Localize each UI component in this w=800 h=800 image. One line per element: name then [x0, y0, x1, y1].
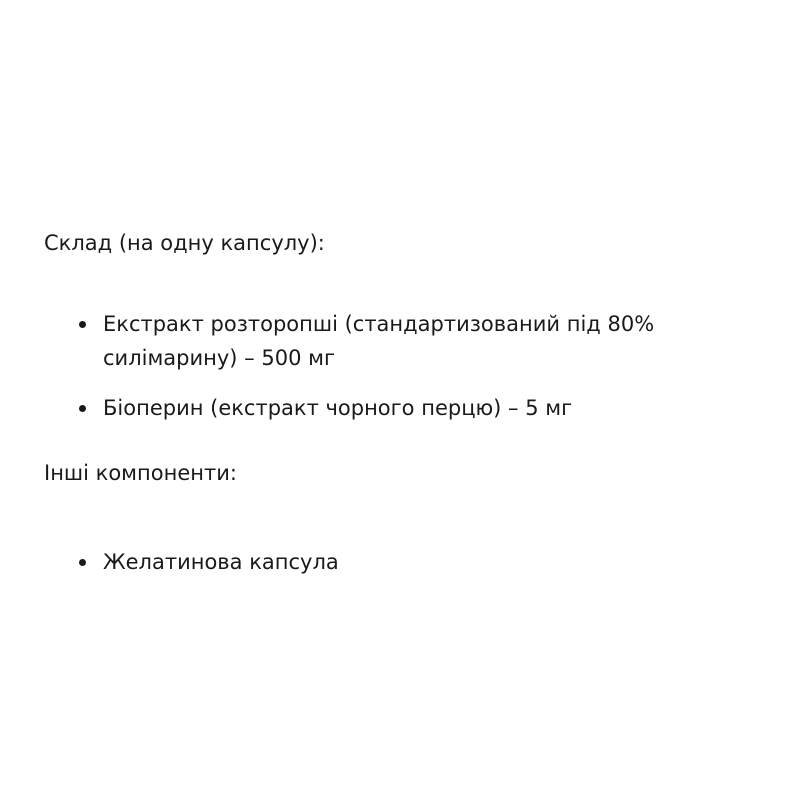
list-item [44, 307, 764, 375]
list-item [44, 391, 764, 425]
composition-heading: Склад (на одну капсулу): [44, 231, 325, 255]
other-components-list [44, 545, 764, 579]
list-item-text: Желатинова капсула [103, 550, 339, 574]
list-item-text: Біоперин (екстракт чорного перцю) – 5 мг [103, 396, 573, 420]
list-item [44, 545, 764, 579]
other-components-heading: Інші компоненти: [44, 461, 237, 485]
bullet-icon [79, 321, 86, 328]
ingredients-section [44, 226, 764, 579]
list-item-text: Екстракт розторопші (стандартизований під 80% силімарину) – 500 мг [103, 312, 655, 370]
bullet-icon [79, 559, 86, 566]
composition-list [44, 307, 764, 425]
bullet-icon [79, 405, 86, 412]
